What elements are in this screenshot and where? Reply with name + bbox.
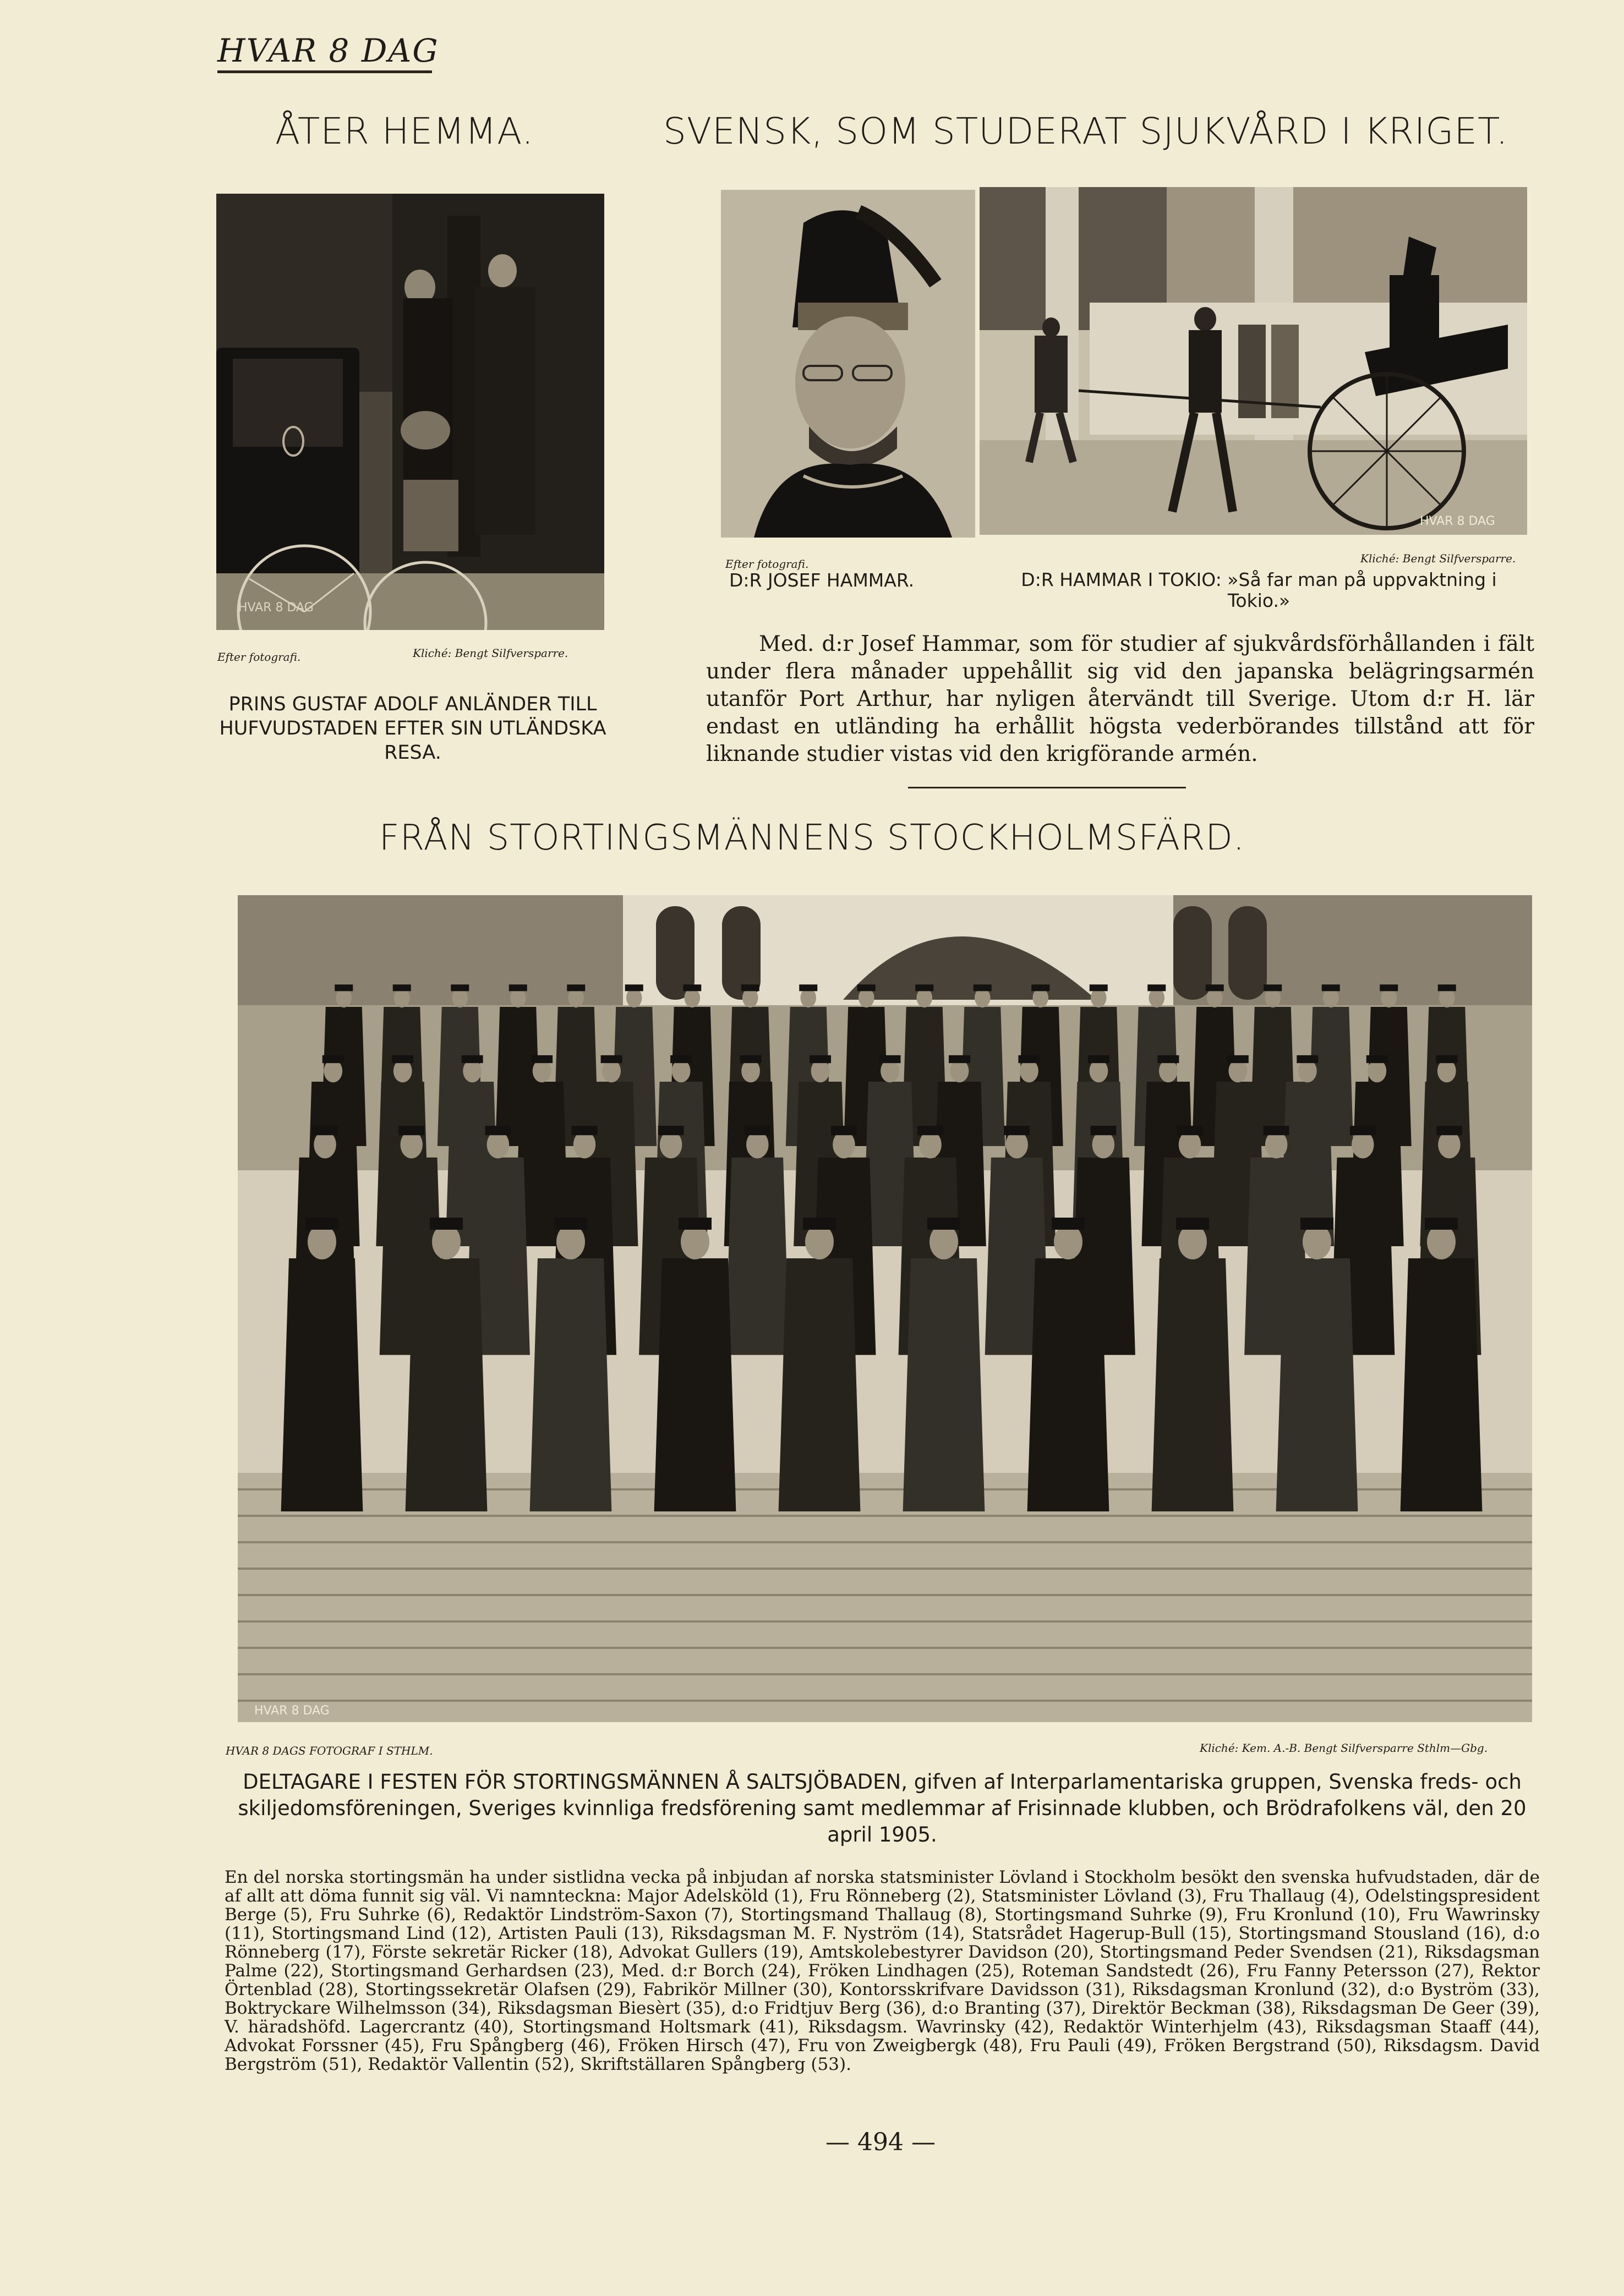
section-divider — [908, 787, 1186, 788]
prince-photo — [216, 194, 604, 630]
left-caption: PRINS GUSTAF ADOLF ANLÄNDER TILL HUFVUDSTADEN EFTER SIN UTLÄNDSKA RESA. — [219, 693, 606, 764]
masthead-rule — [217, 70, 432, 73]
right-heading: SVENSK, SOM STUDERAT SJUKVÅRD I KRIGET. — [663, 110, 1508, 152]
portrait-caption: D:R JOSEF HAMMAR. — [729, 569, 915, 591]
left-photo-watermark: HVAR 8 DAG — [238, 601, 314, 615]
group-caption-rest: gifven af Interparlamentariska gruppen, Svenska freds- och skiljedomsföreningen, Sveriges kvinnliga fredsförening samt medlemmar af Frisinnade klubben, och Brödrafolkens väl, den 20 april 1905. — [238, 1770, 1527, 1846]
main-credit-right: Kliché: Kem. A.-B. Bengt Silfversparre Sthlm—Gbg. — [1200, 1741, 1488, 1755]
main-credit-left: HVAR 8 DAGS FOTOGRAF I STHLM. — [226, 1744, 433, 1757]
hammar-portrait — [721, 190, 975, 538]
main-heading: FRÅN STORTINGSMÄNNENS STOCKHOLMSFÄRD. — [379, 818, 1245, 858]
right-credit-left: Efter fotografi. — [725, 557, 809, 571]
tokio-caption: D:R HAMMAR I TOKIO: »Så far man på uppvaktning i Tokio.» — [1021, 569, 1497, 611]
group-caption — [225, 1769, 1540, 1848]
hammar-text: Med. d:r Josef Hammar, som för studier af sjukvårdsförhållanden i fält under flera månader uppehållit sig vid den japanska belägringsarmén utanför Port Arthur, har nyligen återvändt till Sverige. Utom d:r H. lär endast en utländing ha erhållit högsta vederbörandes tillstånd att för liknande studier vistas vid den krigförande armén. — [706, 632, 1534, 766]
participants-text: En del norska stortingsmän ha under sistlidna vecka på inbjudan af norska statsminister Lövland i Stockholm besökt den svenska hufvudstaden, där de af allt att döma funnit sig väl. Vi namnteckna: Major Adelsköld (1), Fru Rönneberg (2), Statsminister Lövland (3), Fru Thallaug (4), Odelstingspresident Berge (5), Fru Suhrke (6), Redaktör Lindström-Saxon (7), Stortingsmand Thallaug (8), Stortingsmand Suhrke (9), Fru Kronlund (10), Fru Wawrinsky (11), Stortingsmand Lind (12), Artisten Pauli (13), Riksdagsman M. F. Nyström (14), Statsrådet Hagerup-Bull (15), Stortingsmand Stousland (16), d:o Rönneberg (17), Förste sekretär Ricker (18), Advokat Gullers (19), Amtskolebestyrer Davidson (20), Stortingsmand Peder Svendsen (21), Riksdagsman Palme (22), Stortingsmand Gerhardsen (23), Med. d:r Borch (24), Fröken Lindhagen (25), Roteman Sandstedt (26), Fru Fanny Petersson (27), Rektor Örtenblad (28), Stortingssekretär Olafsen (29), Fabrikör Millner (30), Kontorsskrifvare Davidsson (31), Riksdagsman Kronlund (32), d:o Byström (33), Boktryckare Wilhelmsson (34), Riksdagsman Biesèrt (35), d:o Fridtjuv Berg (36), d:o Branting (37), Direktör Beckman (38), Riksdagsman De Geer (39), V. häradshöfd. Lagercrantz (40), Stortingsmand Holtsmark (41), Riksdagsm. Wavrinsky (42), Redaktör Winterhjelm (43), Riksdagsman Staaff (44), Advokat Forssner (45), Fru Spångberg (46), Fröken Hirsch (47), Fru von Zweigbergk (48), Fru Pauli (49), Fröken Bergstrand (50), Riksdagsm. David Bergström (51), Redaktör Vallentin (52), Skriftställaren Spångberg (53). — [225, 1867, 1540, 2074]
left-credit-right: Kliché: Bengt Silfversparre. — [413, 646, 568, 660]
masthead: HVAR 8 DAG — [217, 32, 439, 69]
page-number: — 494 — — [825, 2128, 936, 2156]
group-photo-watermark: HVAR 8 DAG — [254, 1704, 330, 1718]
tokio-photo-watermark: HVAR 8 DAG — [1420, 514, 1495, 528]
left-credit-left: Efter fotografi. — [217, 650, 301, 664]
left-heading: ÅTER HEMMA. — [275, 110, 534, 152]
right-credit-right: Kliché: Bengt Silfversparre. — [1360, 552, 1516, 565]
group-caption-lead: DELTAGARE I FESTEN FÖR STORTINGSMÄNNEN Å SALTSJÖBADEN, — [243, 1770, 907, 1794]
group-photo — [238, 895, 1532, 1722]
tokio-photo — [980, 187, 1527, 535]
